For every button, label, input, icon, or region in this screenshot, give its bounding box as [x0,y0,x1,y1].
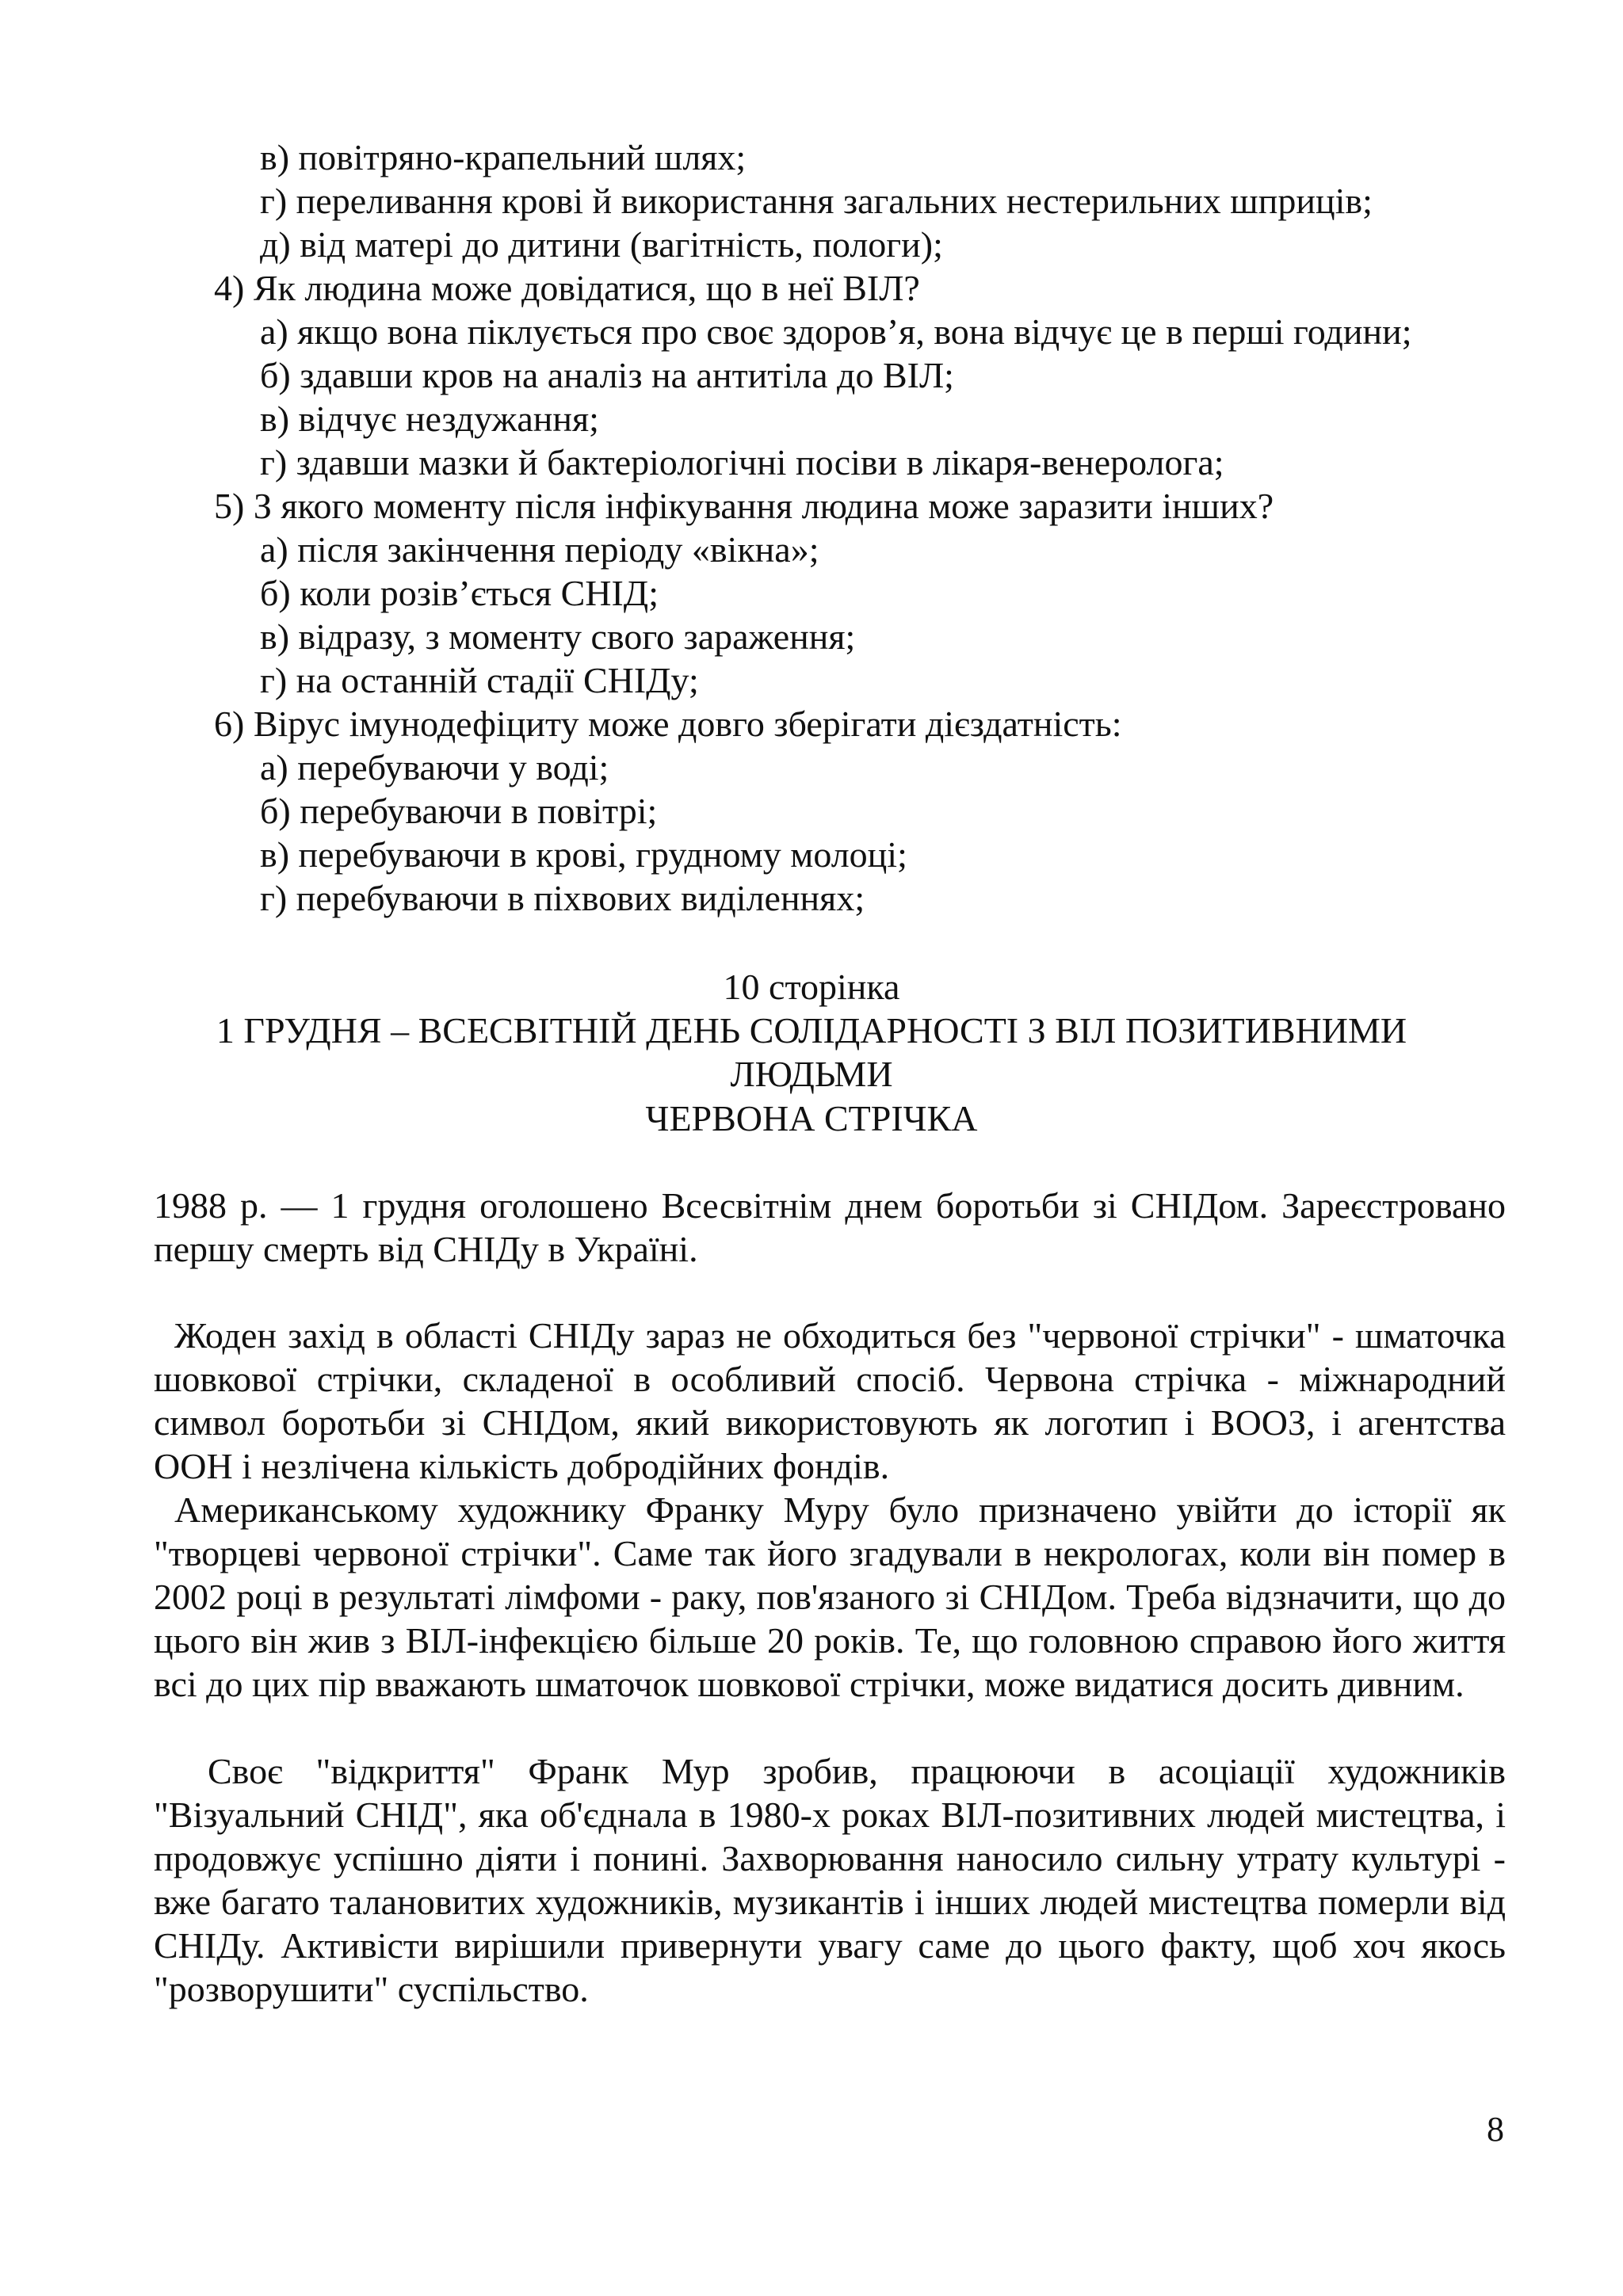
question-6: 6) Вірус імунодефіциту може довго зберігати дієздатність: [214,704,1122,744]
section-title-line-1: 1 ГРУДНЯ – ВСЕСВІТНІЙ ДЕНЬ СОЛІДАРНОСТІ З ВІЛ ПОЗИТИВНИМИ [216,1010,1407,1051]
paragraph-red-ribbon: Жоден захід в області СНІДу зараз не обходиться без "червоної стрічки" - шматочка шовкової стрічки, складеної в особливий спосіб. Червона стрічка - міжнародний символ боротьби зі СНІДом, який використовують як логотип і ВООЗ, і агентства ООН і незлічена кількість добродійних фондів. [154,1315,1506,1486]
page-label: 10 сторінка [723,967,900,1007]
question-4: 4) Як людина може довідатися, що в неї ВІЛ? [214,268,920,308]
answer-option: б) перебуваючи в повітрі; [260,791,658,831]
section-title-line-2: ЛЮДЬМИ [730,1054,893,1094]
answer-option: в) перебуваючи в крові, грудному молоці; [260,834,907,875]
answer-option: а) якщо вона піклується про своє здоров’я, вона відчує це в перші години; [260,311,1412,352]
answer-option: а) після закінчення періоду «вікна»; [260,529,819,570]
section-subtitle: ЧЕРВОНА СТРІЧКА [645,1098,978,1138]
answer-option: б) здавши кров на аналіз на антитіла до ВІЛ; [260,355,954,395]
paragraph-visual-aids: Своє "відкриття" Франк Мур зробив, працюючи в асоціації художників "Візуальний СНІД", яка об'єднала в 1980-х роках ВІЛ-позитивних людей мистецтва, і продовжує успішно діяти і понині. Захворювання наносило сильну утрату культурі - вже багато талановитих художників, музикантів і інших людей мистецтва померли від СНІДу. Активісти вирішили привернути увагу саме до цього факту, щоб хоч якось "розворушити" суспільство. [154,1751,1506,2009]
paragraph-frank-moore: Американському художнику Франку Муру було призначено увійти до історії як "творцеві червоної стрічки". Саме так його згадували в некрологах, коли він помер в 2002 році в результаті лімфоми - раку, пов'язаного зі СНІДом. Треба відзначити, що до цього він жив з ВІЛ-інфекцією більше 20 років. Те, що головною справою його життя всі до цих пір вважають шматочок шовкової стрічки, може видатися досить дивним. [154,1489,1506,1704]
answer-option: д) від матері до дитини (вагітність, пологи); [260,224,943,265]
answer-option: в) відразу, з моменту свого зараження; [260,616,856,657]
paragraph-1988: 1988 р. — 1 грудня оголошено Всесвітнім днем боротьби зі СНІДом. Зареєстровано першу смерть від СНІДу в Україні. [154,1185,1506,1269]
answer-option: г) перебуваючи в піхвових виділеннях; [260,878,865,918]
answer-option: в) повітряно-крапельний шлях; [260,137,747,177]
answer-option: г) здавши мазки й бактеріологічні посіви в лікаря-венеролога; [260,442,1224,482]
answer-option: г) на останній стадії СНІДу; [260,660,699,700]
answer-option: в) відчує нездужання; [260,399,599,439]
answer-option: а) перебуваючи у воді; [260,747,609,788]
answer-option: г) переливання крові й використання загальних нестерильних шприців; [260,181,1373,221]
page-number: 8 [1487,2110,1504,2149]
question-5: 5) З якого моменту після інфікування людина може заразити інших? [214,486,1274,526]
answer-option: б) коли розів’ється СНІД; [260,573,659,613]
